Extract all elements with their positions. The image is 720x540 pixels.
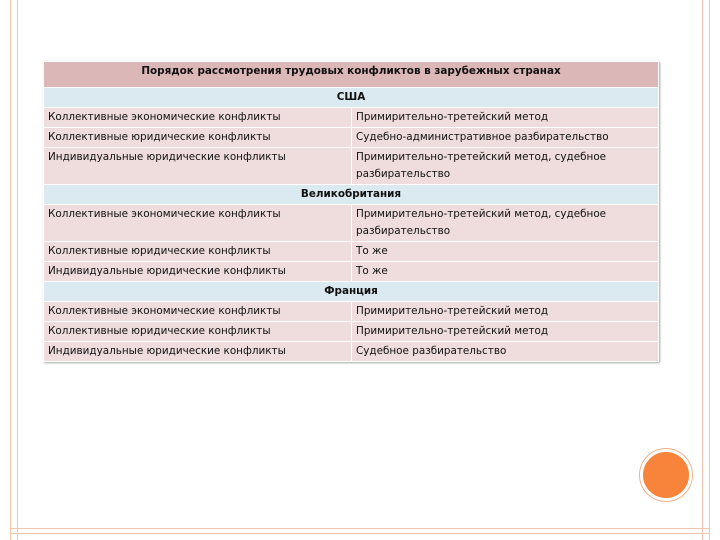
method-cell: То же	[352, 262, 659, 282]
conflict-type-cell: Коллективные юридические конфликты	[44, 322, 352, 342]
conflict-type-cell: Коллективные экономические конфликты	[44, 302, 352, 322]
conflict-type-cell: Коллективные юридические конфликты	[44, 128, 352, 148]
country-label: Франция	[44, 282, 659, 302]
conflict-type-cell: Коллективные экономические конфликты	[44, 108, 352, 128]
table-row	[44, 342, 659, 362]
frame-right-border	[702, 0, 710, 540]
frame-left-border	[10, 0, 18, 540]
table-row	[44, 242, 659, 262]
method-cell: Примирительно-третейский метод, судебное разбирательство	[352, 205, 659, 242]
table-row	[44, 148, 659, 185]
country-row-usa	[44, 88, 659, 108]
table-title: Порядок рассмотрения трудовых конфликтов в зарубежных странах	[44, 62, 659, 88]
method-cell: Примирительно-третейский метод, судебное разбирательство	[352, 148, 659, 185]
table-header-row	[44, 62, 659, 88]
country-label: США	[44, 88, 659, 108]
table-row	[44, 262, 659, 282]
table-row	[44, 302, 659, 322]
method-cell: Судебно-административное разбирательство	[352, 128, 659, 148]
conflict-type-cell: Коллективные юридические конфликты	[44, 242, 352, 262]
table-row	[44, 322, 659, 342]
conflicts-table	[43, 61, 659, 362]
table-row	[44, 128, 659, 148]
country-label: Великобритания	[44, 185, 659, 205]
conflict-type-cell: Индивидуальные юридические конфликты	[44, 262, 352, 282]
country-row-uk	[44, 185, 659, 205]
method-cell: То же	[352, 242, 659, 262]
frame-bottom-border	[10, 528, 710, 534]
decorative-orange-circle	[640, 449, 692, 501]
country-row-france	[44, 282, 659, 302]
conflict-type-cell: Коллективные экономические конфликты	[44, 205, 352, 242]
method-cell: Примирительно-третейский метод	[352, 302, 659, 322]
conflict-type-cell: Индивидуальные юридические конфликты	[44, 342, 352, 362]
table-row	[44, 205, 659, 242]
method-cell: Судебное разбирательство	[352, 342, 659, 362]
method-cell: Примирительно-третейский метод	[352, 322, 659, 342]
method-cell: Примирительно-третейский метод	[352, 108, 659, 128]
conflict-type-cell: Индивидуальные юридические конфликты	[44, 148, 352, 185]
table-row	[44, 108, 659, 128]
